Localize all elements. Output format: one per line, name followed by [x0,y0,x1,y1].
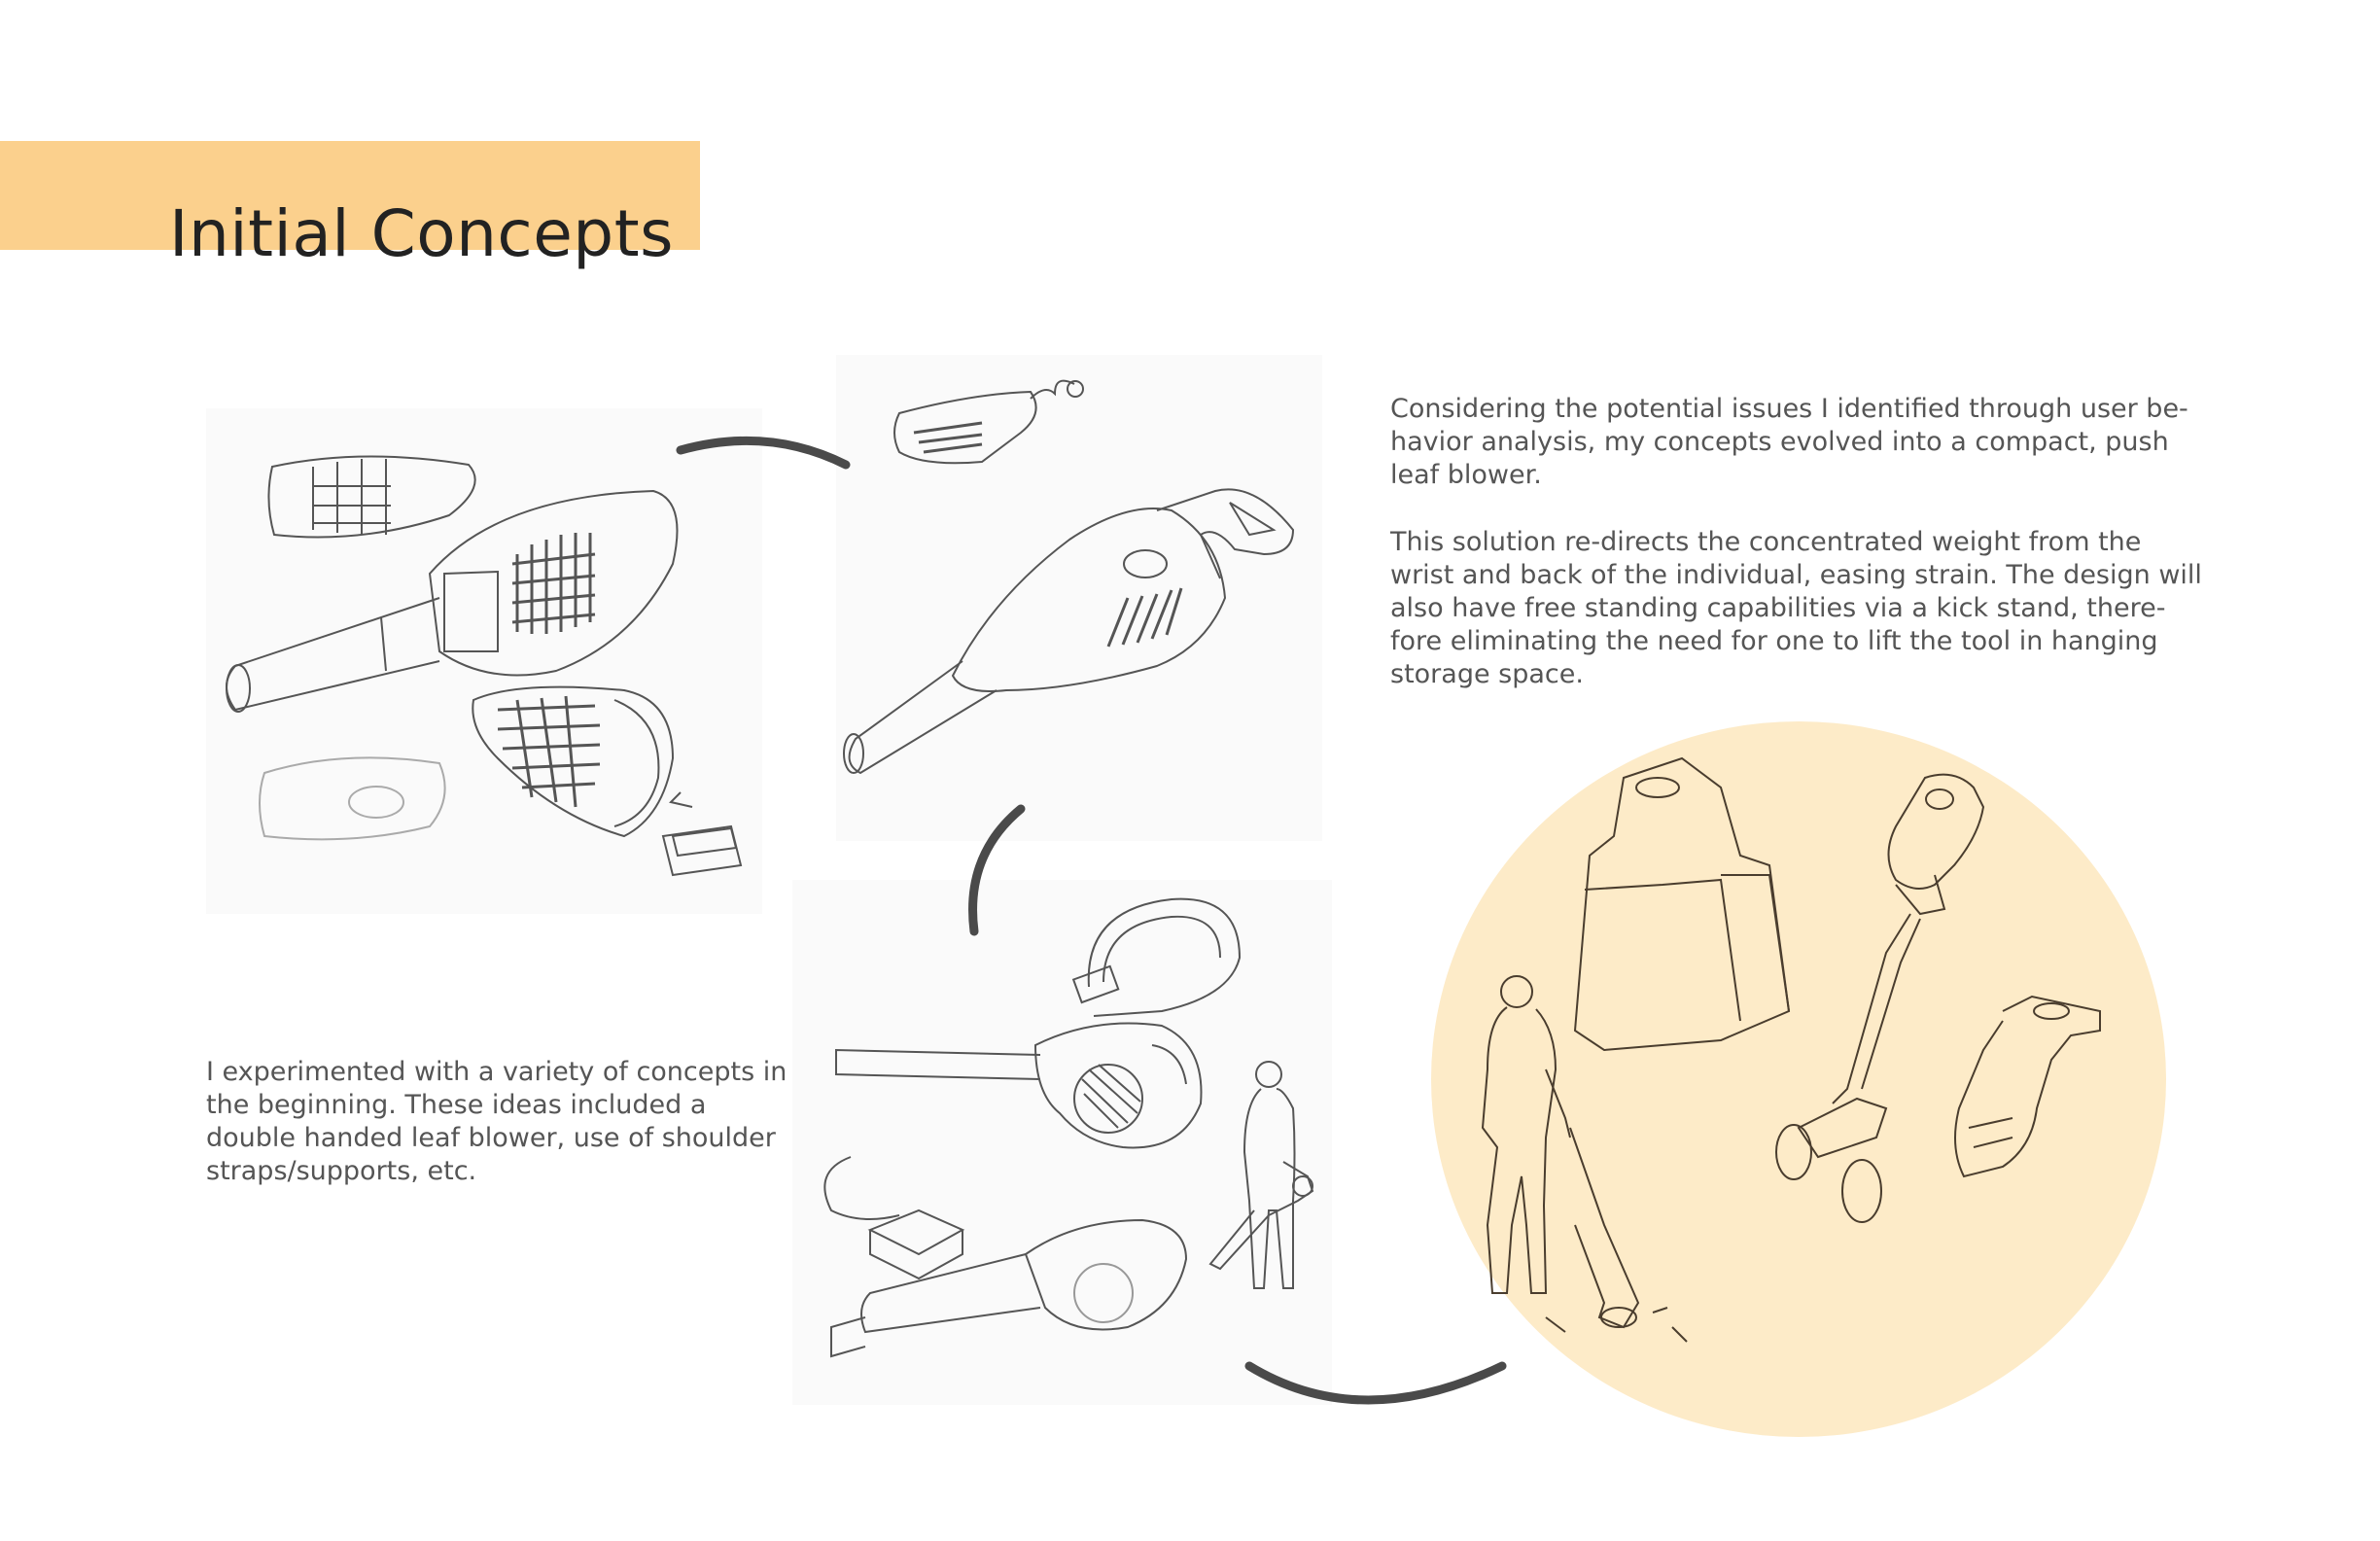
evolution-paragraph-1: Considering the potential issues I identified through user be- havior analysis, my concepts evolved into a compact, push leaf blower. [1390,394,2188,490]
experiment-paragraph: I experimented with a variety of concepts in the beginning. These ideas included a double handed leaf blower, use of shoulder straps/supports, etc. [206,1057,788,1186]
connector-arc-1 [671,426,856,484]
connector-arc-3 [1235,1342,1517,1419]
shoulder-strap-blower-sketch [792,880,1332,1405]
evolution-paragraph-2: This solution re-directs the concentrated weight from the wrist and back of the individual, easing strain. The design will also have free standing capabilities via a kick stand, there- fore eliminating the need for one to lift the tool in hanging storage space. [1390,527,2202,689]
handheld-blower-sketch [206,408,762,914]
page-title: Initial Concepts [169,196,674,272]
connector-arc-2 [953,797,1031,943]
cordless-blower-sketch [836,355,1322,841]
push-blower-final-sketch [1429,719,2168,1439]
